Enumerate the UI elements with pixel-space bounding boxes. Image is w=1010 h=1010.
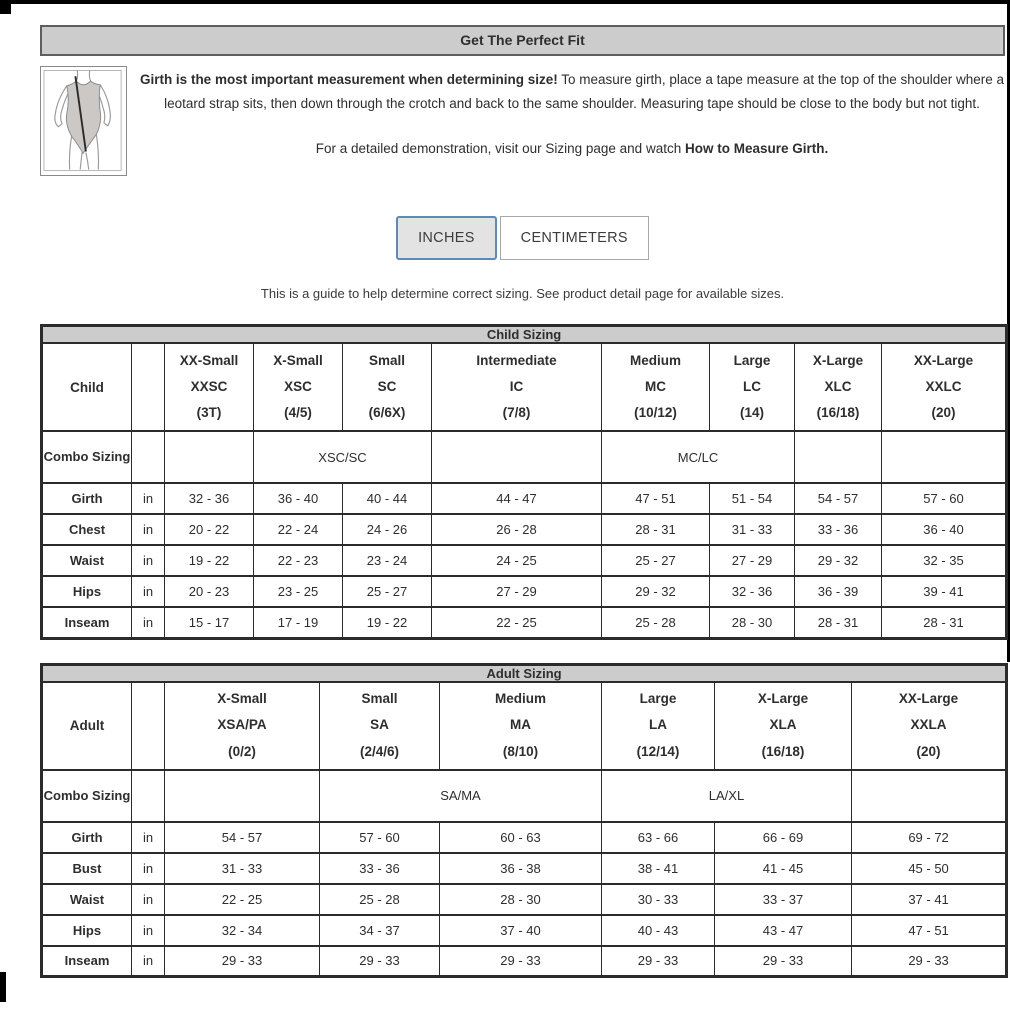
- child-value: 47 - 51: [602, 483, 710, 514]
- adult-value: 38 - 41: [602, 853, 715, 884]
- child-value: 51 - 54: [710, 483, 795, 514]
- child-size-column-header: [165, 343, 254, 431]
- child-value: 24 - 25: [432, 545, 602, 576]
- adult-size-column-header: [440, 682, 602, 770]
- child-value: 25 - 27: [343, 576, 432, 607]
- adult-value: 36 - 38: [440, 853, 602, 884]
- adult-unit: in: [132, 884, 165, 915]
- adult-unit: in: [132, 915, 165, 946]
- adult-size-code: XXLA: [910, 717, 947, 733]
- adult-size-name: Medium: [494, 691, 546, 707]
- child-size-name: XX-Small: [179, 352, 239, 368]
- child-size-range: (4/5): [284, 405, 312, 421]
- adult-size-name: X-Small: [217, 691, 267, 707]
- adult-value: 60 - 63: [440, 822, 602, 853]
- child-value: 32 - 36: [710, 576, 795, 607]
- adult-value: 43 - 47: [715, 915, 852, 946]
- adult-group-label: Adult: [42, 682, 132, 770]
- child-size-name: XX-Large: [913, 352, 974, 368]
- child-value: 36 - 40: [882, 514, 1007, 545]
- adult-value: 28 - 30: [440, 884, 602, 915]
- adult-combo-cell: [165, 770, 320, 822]
- adult-value: 54 - 57: [165, 822, 320, 853]
- adult-combo-cell: LA/XL: [602, 770, 852, 822]
- child-group-label: Child: [42, 343, 132, 431]
- child-size-name: X-Small: [273, 352, 323, 368]
- child-row-label: Hips: [42, 576, 132, 607]
- adult-value: 30 - 33: [602, 884, 715, 915]
- adult-unit: in: [132, 853, 165, 884]
- child-value: 57 - 60: [882, 483, 1007, 514]
- child-value: 31 - 33: [710, 514, 795, 545]
- adult-size-code: LA: [649, 717, 667, 733]
- child-size-column-header: [710, 343, 795, 431]
- child-size-range: (14): [739, 405, 764, 421]
- child-size-range: (20): [931, 405, 956, 421]
- centimeters-button[interactable]: CENTIMETERS: [500, 216, 649, 260]
- child-unit: in: [132, 483, 165, 514]
- child-size-column-header: [343, 343, 432, 431]
- adult-table-title: Adult Sizing: [42, 664, 1007, 682]
- child-size-code: LC: [743, 378, 761, 394]
- demo-line-prefix: For a detailed demonstration, visit our Sizing page and watch: [315, 141, 685, 157]
- demo-line: [139, 137, 1005, 161]
- page-content: [40, 25, 1005, 978]
- adult-value: 31 - 33: [165, 853, 320, 884]
- child-value: 44 - 47: [432, 483, 602, 514]
- child-unit: in: [132, 576, 165, 607]
- adult-unit: in: [132, 946, 165, 977]
- girth-paragraph-body: To measure girth, place a tape measure at the top of the shoulder where a leotard strap sits, then down through the crotch and back to the same shoulder. Measuring tape should be close to the body but not tight.: [164, 72, 1005, 111]
- guide-note: This is a guide to help determine correct sizing. See product detail page for available sizes.: [260, 286, 785, 301]
- screenshot-bottom-left-mark: [0, 972, 6, 1002]
- child-value: 23 - 25: [254, 576, 343, 607]
- child-value: 39 - 41: [882, 576, 1007, 607]
- child-size-code: XXLC: [925, 378, 962, 394]
- child-size-name: X-Large: [812, 352, 864, 368]
- adult-size-code: MA: [510, 717, 531, 733]
- child-value: 24 - 26: [343, 514, 432, 545]
- adult-value: 63 - 66: [602, 822, 715, 853]
- child-combo-unit-blank: [132, 431, 165, 483]
- adult-size-name: XX-Large: [898, 691, 959, 707]
- page-title: Get The Perfect Fit: [40, 25, 1005, 56]
- adult-value: 37 - 41: [852, 884, 1007, 915]
- adult-value: 37 - 40: [440, 915, 602, 946]
- child-size-name: Intermediate: [476, 352, 557, 368]
- adult-sizing-table: [40, 663, 1008, 979]
- adult-size-column-header: [852, 682, 1007, 770]
- adult-value: 45 - 50: [852, 853, 1007, 884]
- child-size-column-header: [254, 343, 343, 431]
- adult-value: 29 - 33: [852, 946, 1007, 977]
- child-row-label: Chest: [42, 514, 132, 545]
- child-value: 36 - 40: [254, 483, 343, 514]
- child-value: 29 - 32: [602, 576, 710, 607]
- screenshot-top-border: [0, 0, 1010, 4]
- unit-toggle: [40, 216, 1005, 260]
- child-value: 28 - 30: [710, 607, 795, 638]
- adult-value: 34 - 37: [320, 915, 440, 946]
- child-value: 19 - 22: [165, 545, 254, 576]
- adult-value: 69 - 72: [852, 822, 1007, 853]
- leotard-girth-diagram: [43, 69, 124, 173]
- child-value: 36 - 39: [795, 576, 882, 607]
- adult-size-range: (0/2): [228, 743, 256, 759]
- child-unit: in: [132, 545, 165, 576]
- child-value: 40 - 44: [343, 483, 432, 514]
- child-header-unit-blank: [132, 343, 165, 431]
- child-value: 54 - 57: [795, 483, 882, 514]
- child-size-name: Large: [733, 352, 771, 368]
- child-value: 26 - 28: [432, 514, 602, 545]
- child-combo-cell: MC/LC: [602, 431, 795, 483]
- adult-value: 25 - 28: [320, 884, 440, 915]
- adult-value: 40 - 43: [602, 915, 715, 946]
- child-value: 22 - 23: [254, 545, 343, 576]
- child-value: 22 - 25: [432, 607, 602, 638]
- adult-value: 66 - 69: [715, 822, 852, 853]
- child-size-name: Small: [368, 352, 406, 368]
- child-sizing-table: [40, 324, 1008, 640]
- child-value: 23 - 24: [343, 545, 432, 576]
- child-value: 27 - 29: [432, 576, 602, 607]
- demo-line-bold: How to Measure Girth.: [684, 141, 829, 157]
- adult-size-range: (8/10): [502, 743, 539, 759]
- intro-section: [40, 66, 1005, 176]
- child-size-code: XSC: [284, 378, 312, 394]
- adult-value: 29 - 33: [715, 946, 852, 977]
- adult-value: 29 - 33: [320, 946, 440, 977]
- child-value: 28 - 31: [795, 607, 882, 638]
- child-value: 27 - 29: [710, 545, 795, 576]
- screenshot-corner-mark: [0, 0, 11, 14]
- child-size-name: Medium: [629, 352, 681, 368]
- child-combo-cell: [432, 431, 602, 483]
- girth-paragraph-lead: Girth is the most important measurement when determining size!: [139, 72, 558, 87]
- leotard-figure-image: [40, 66, 127, 176]
- adult-size-column-header: [320, 682, 440, 770]
- child-unit: in: [132, 514, 165, 545]
- adult-size-code: XSA/PA: [217, 717, 267, 733]
- adult-size-column-header: [602, 682, 715, 770]
- child-value: 28 - 31: [882, 607, 1007, 638]
- adult-size-range: (2/4/6): [359, 743, 400, 759]
- adult-size-name: X-Large: [757, 691, 809, 707]
- child-value: 32 - 35: [882, 545, 1007, 576]
- girth-paragraph: [139, 68, 1005, 115]
- adult-value: 29 - 33: [165, 946, 320, 977]
- child-row-label: Inseam: [42, 607, 132, 638]
- child-size-code: SC: [377, 378, 397, 394]
- child-value: 22 - 24: [254, 514, 343, 545]
- adult-value: 29 - 33: [602, 946, 715, 977]
- adult-row-label: Inseam: [42, 946, 132, 977]
- adult-header-unit-blank: [132, 682, 165, 770]
- adult-value: 32 - 34: [165, 915, 320, 946]
- adult-size-column-header: [165, 682, 320, 770]
- child-value: 33 - 36: [795, 514, 882, 545]
- child-combo-cell: XSC/SC: [254, 431, 432, 483]
- adult-value: 33 - 36: [320, 853, 440, 884]
- child-unit: in: [132, 607, 165, 638]
- child-value: 17 - 19: [254, 607, 343, 638]
- child-size-code: MC: [645, 378, 666, 394]
- child-size-range: (3T): [196, 405, 222, 421]
- adult-value: 29 - 33: [440, 946, 602, 977]
- child-size-range: (10/12): [634, 405, 677, 421]
- child-size-code: XXSC: [190, 378, 228, 394]
- adult-size-name: Large: [639, 691, 677, 707]
- adult-combo-unit-blank: [132, 770, 165, 822]
- adult-value: 47 - 51: [852, 915, 1007, 946]
- child-row-label: Girth: [42, 483, 132, 514]
- child-value: 29 - 32: [795, 545, 882, 576]
- child-value: 20 - 23: [165, 576, 254, 607]
- child-combo-cell: [165, 431, 254, 483]
- adult-value: 57 - 60: [320, 822, 440, 853]
- adult-size-range: (20): [916, 743, 941, 759]
- child-size-range: (7/8): [502, 405, 531, 421]
- child-value: 28 - 31: [602, 514, 710, 545]
- adult-row-label: Bust: [42, 853, 132, 884]
- adult-size-column-header: [715, 682, 852, 770]
- child-value: 19 - 22: [343, 607, 432, 638]
- adult-unit: in: [132, 822, 165, 853]
- adult-size-range: (12/14): [636, 743, 680, 759]
- adult-size-range: (16/18): [761, 743, 805, 759]
- adult-combo-cell: [852, 770, 1007, 822]
- adult-value: 33 - 37: [715, 884, 852, 915]
- child-combo-cell: [795, 431, 882, 483]
- adult-size-name: Small: [361, 691, 398, 707]
- child-size-code: XLC: [824, 378, 852, 394]
- child-value: 32 - 36: [165, 483, 254, 514]
- child-value: 15 - 17: [165, 607, 254, 638]
- child-size-range: (16/18): [816, 405, 860, 421]
- child-combo-cell: [882, 431, 1007, 483]
- child-size-column-header: [602, 343, 710, 431]
- child-combo-label: Combo Sizing: [42, 431, 132, 483]
- child-row-label: Waist: [42, 545, 132, 576]
- child-size-column-header: [795, 343, 882, 431]
- child-size-column-header: [432, 343, 602, 431]
- adult-value: 41 - 45: [715, 853, 852, 884]
- adult-row-label: Girth: [42, 822, 132, 853]
- child-table-title: Child Sizing: [42, 326, 1007, 344]
- child-value: 20 - 22: [165, 514, 254, 545]
- adult-size-code: XLA: [769, 717, 797, 733]
- adult-combo-cell: SA/MA: [320, 770, 602, 822]
- adult-row-label: Waist: [42, 884, 132, 915]
- child-size-column-header: [882, 343, 1007, 431]
- inches-button[interactable]: INCHES: [396, 216, 497, 260]
- adult-value: 22 - 25: [165, 884, 320, 915]
- adult-size-code: SA: [370, 717, 389, 733]
- child-value: 25 - 27: [602, 545, 710, 576]
- child-size-code: IC: [509, 378, 524, 394]
- adult-row-label: Hips: [42, 915, 132, 946]
- child-value: 25 - 28: [602, 607, 710, 638]
- intro-text: [139, 66, 1005, 176]
- child-size-range: (6/6X): [368, 405, 406, 421]
- adult-combo-label: Combo Sizing: [42, 770, 132, 822]
